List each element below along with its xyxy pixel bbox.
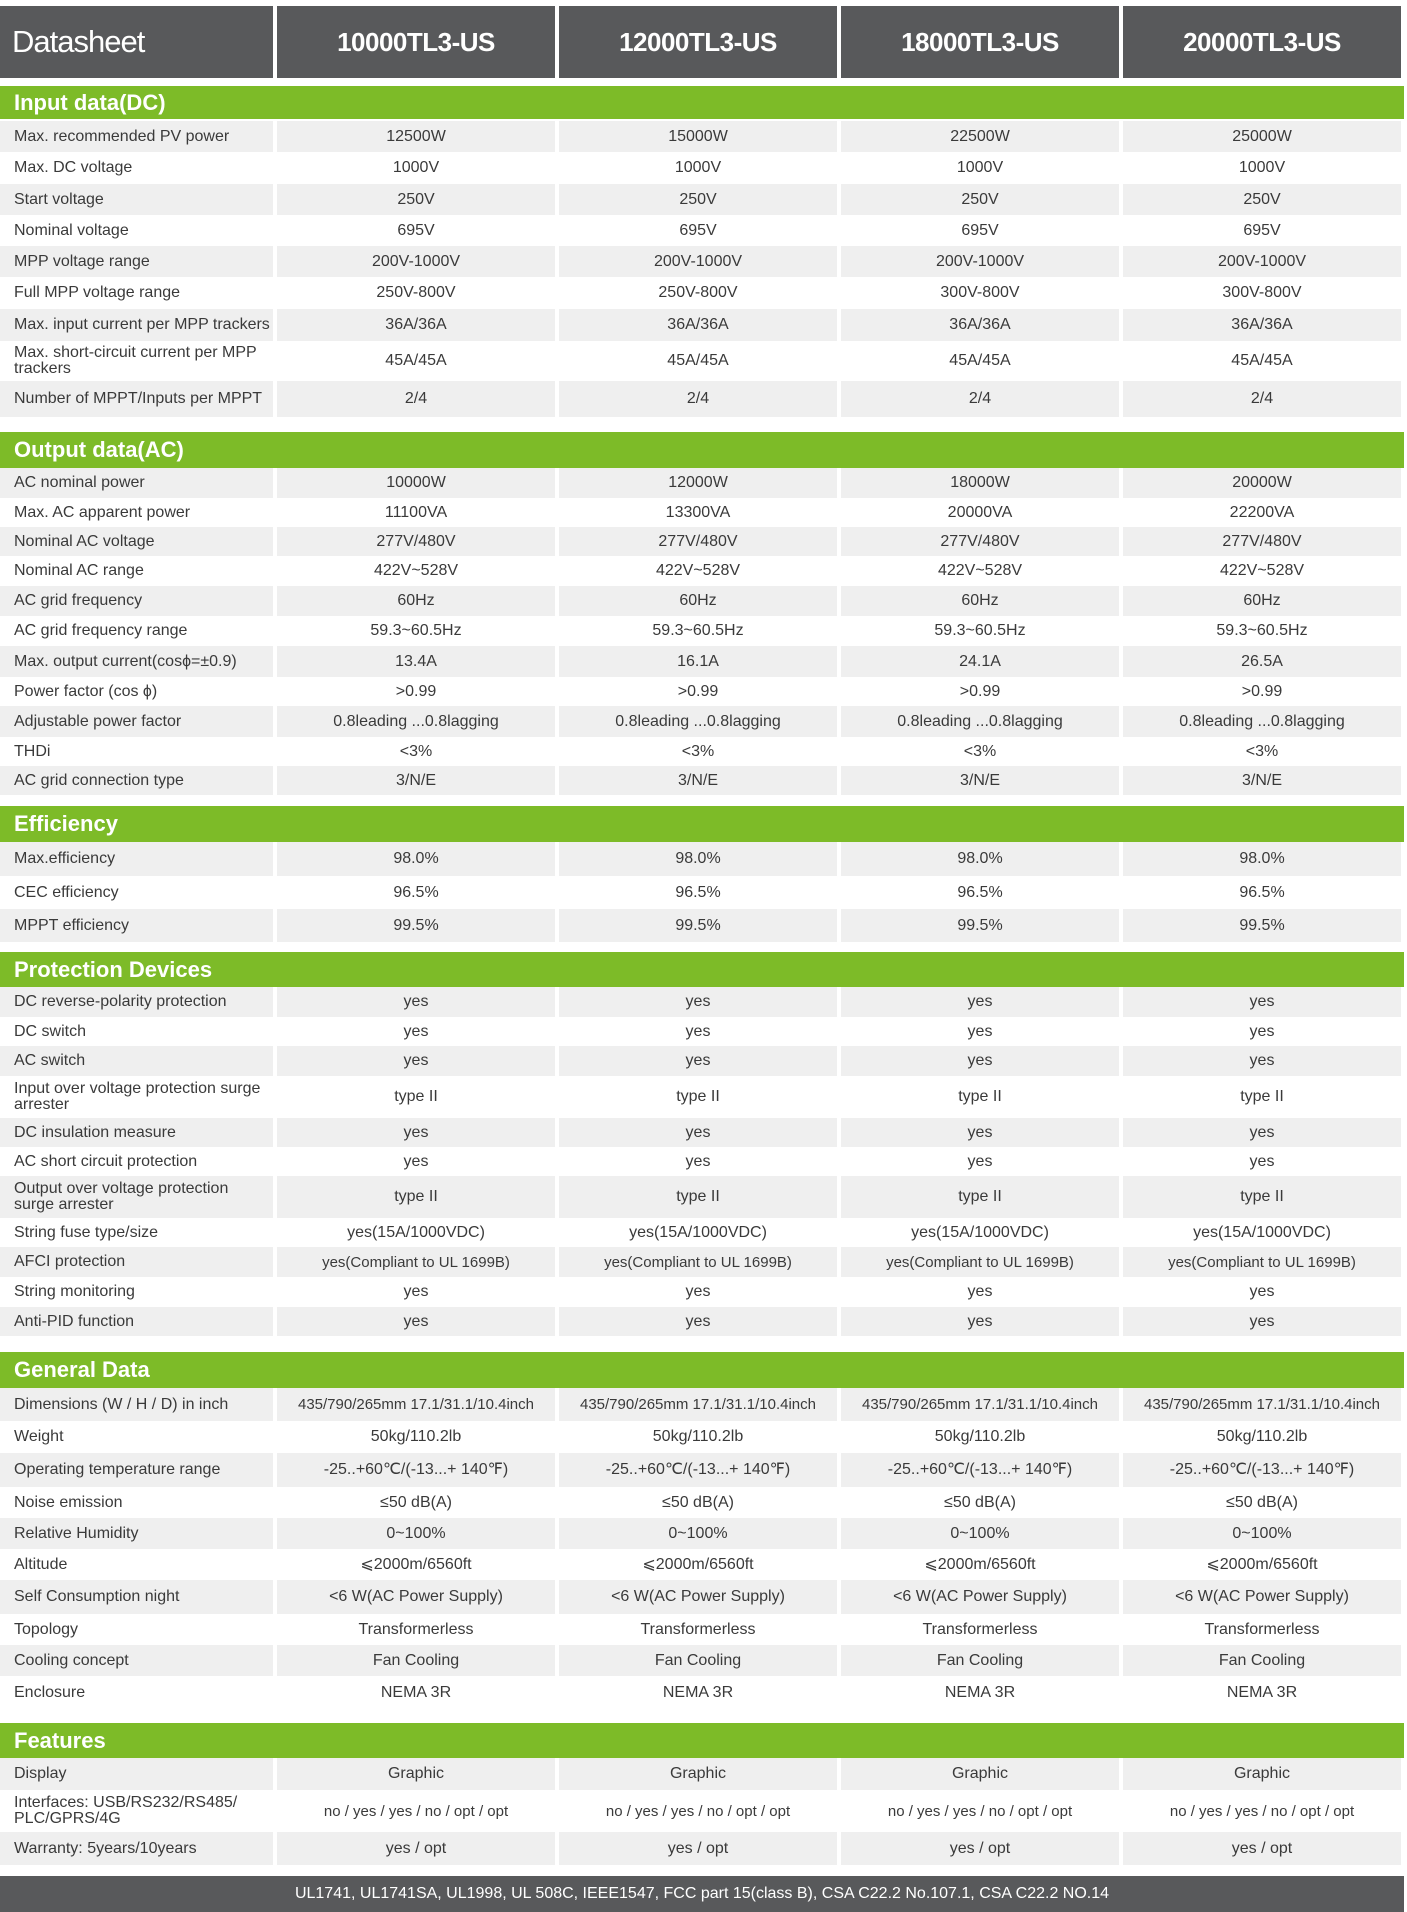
value-cell: 1000V — [841, 152, 1123, 184]
value-cell: 20000W — [1123, 468, 1405, 498]
row-label: Relative Humidity — [0, 1518, 277, 1549]
value-cell: ≤50 dB(A) — [559, 1487, 841, 1518]
value-cell: 250V-800V — [277, 277, 559, 309]
table-row — [0, 677, 1404, 706]
value-cell: 3/N/E — [841, 766, 1123, 795]
value-cell: ⩽2000m/6560ft — [1123, 1549, 1405, 1580]
value-cell: no / yes / yes / no / opt / opt — [559, 1790, 841, 1832]
value-cell: yes — [277, 987, 559, 1017]
table-row — [0, 556, 1404, 586]
row-label: DC switch — [0, 1017, 277, 1046]
value-cell: 25000W — [1123, 121, 1405, 152]
value-cell: 300V-800V — [841, 277, 1123, 309]
value-cell: 98.0% — [559, 842, 841, 876]
value-cell: <6 W(AC Power Supply) — [559, 1580, 841, 1614]
value-cell: yes — [1123, 1147, 1405, 1176]
value-cell: yes — [277, 1118, 559, 1147]
value-cell: yes(15A/1000VDC) — [841, 1218, 1123, 1247]
value-cell: 22500W — [841, 121, 1123, 152]
value-cell: Fan Cooling — [277, 1645, 559, 1676]
value-cell: NEMA 3R — [1123, 1676, 1405, 1709]
value-cell: yes / opt — [277, 1832, 559, 1865]
value-cell: 422V~528V — [1123, 556, 1405, 586]
row-label: Topology — [0, 1614, 277, 1645]
table-row — [0, 152, 1404, 184]
value-cell: yes(15A/1000VDC) — [1123, 1218, 1405, 1247]
model-header-2: 12000TL3-US — [559, 6, 841, 78]
value-cell: 1000V — [1123, 152, 1405, 184]
value-cell: 12500W — [277, 121, 559, 152]
value-cell: 0.8leading ...0.8lagging — [841, 706, 1123, 737]
table-row — [0, 246, 1404, 277]
value-cell: <3% — [1123, 737, 1405, 766]
table-row — [0, 1076, 1404, 1118]
value-cell: yes — [277, 1147, 559, 1176]
value-cell: 36A/36A — [841, 309, 1123, 341]
value-cell: yes — [1123, 987, 1405, 1017]
row-label: AC grid frequency — [0, 586, 277, 616]
value-cell: <3% — [841, 737, 1123, 766]
row-label: Max. DC voltage — [0, 152, 277, 184]
value-cell: no / yes / yes / no / opt / opt — [841, 1790, 1123, 1832]
value-cell: 12000W — [559, 468, 841, 498]
table-row — [0, 341, 1404, 381]
row-label: Max. output current(cosϕ=±0.9) — [0, 646, 277, 677]
value-cell: yes / opt — [841, 1832, 1123, 1865]
value-cell: <3% — [559, 737, 841, 766]
table-row — [0, 586, 1404, 616]
row-label: Noise emission — [0, 1487, 277, 1518]
table-row — [0, 1518, 1404, 1549]
value-cell: yes — [559, 987, 841, 1017]
value-cell: Graphic — [559, 1758, 841, 1790]
value-cell: 96.5% — [841, 876, 1123, 909]
table-row — [0, 309, 1404, 341]
row-label: Adjustable power factor — [0, 706, 277, 737]
row-label: Max.efficiency — [0, 842, 277, 876]
value-cell: Graphic — [1123, 1758, 1405, 1790]
value-cell: 98.0% — [1123, 842, 1405, 876]
table-row — [0, 1453, 1404, 1487]
table-row — [0, 766, 1404, 795]
value-cell: yes(Compliant to UL 1699B) — [1123, 1247, 1405, 1277]
value-cell: 20000VA — [841, 498, 1123, 527]
value-cell: type II — [559, 1176, 841, 1218]
value-cell: 50kg/110.2lb — [559, 1421, 841, 1453]
value-cell: Graphic — [277, 1758, 559, 1790]
value-cell: 0~100% — [559, 1518, 841, 1549]
value-cell: 0~100% — [1123, 1518, 1405, 1549]
table-row — [0, 121, 1404, 152]
value-cell: yes — [841, 1307, 1123, 1336]
value-cell: yes — [559, 1118, 841, 1147]
value-cell: 60Hz — [277, 586, 559, 616]
row-label: Nominal AC voltage — [0, 527, 277, 556]
table-row — [0, 184, 1404, 215]
table-row — [0, 468, 1404, 498]
value-cell: 59.3~60.5Hz — [841, 616, 1123, 646]
value-cell: <3% — [277, 737, 559, 766]
value-cell: 50kg/110.2lb — [841, 1421, 1123, 1453]
value-cell: -25..+60℃/(-13...+ 140℉) — [841, 1453, 1123, 1487]
table-row — [0, 1147, 1404, 1176]
value-cell: 3/N/E — [1123, 766, 1405, 795]
value-cell: 98.0% — [277, 842, 559, 876]
value-cell: 45A/45A — [277, 341, 559, 381]
value-cell: <6 W(AC Power Supply) — [1123, 1580, 1405, 1614]
value-cell: 60Hz — [1123, 586, 1405, 616]
row-label: Full MPP voltage range — [0, 277, 277, 309]
value-cell: 277V/480V — [1123, 527, 1405, 556]
value-cell: 435/790/265mm 17.1/31.1/10.4inch — [277, 1388, 559, 1421]
value-cell: 99.5% — [841, 909, 1123, 942]
value-cell: ≤50 dB(A) — [277, 1487, 559, 1518]
row-label: DC reverse-polarity protection — [0, 987, 277, 1017]
row-label: Anti-PID function — [0, 1307, 277, 1336]
value-cell: Transformerless — [277, 1614, 559, 1645]
value-cell: yes — [559, 1017, 841, 1046]
value-cell: type II — [277, 1176, 559, 1218]
value-cell: 1000V — [277, 152, 559, 184]
table-row — [0, 1549, 1404, 1580]
value-cell: 435/790/265mm 17.1/31.1/10.4inch — [1123, 1388, 1405, 1421]
value-cell: 695V — [841, 215, 1123, 246]
value-cell: 2/4 — [559, 381, 841, 417]
value-cell: 2/4 — [1123, 381, 1405, 417]
row-label: Max. input current per MPP trackers — [0, 309, 277, 341]
value-cell: 0.8leading ...0.8lagging — [559, 706, 841, 737]
row-label: Altitude — [0, 1549, 277, 1580]
value-cell: 695V — [559, 215, 841, 246]
value-cell: yes(15A/1000VDC) — [559, 1218, 841, 1247]
value-cell: 250V — [841, 184, 1123, 215]
row-label: Start voltage — [0, 184, 277, 215]
datasheet-title: Datasheet — [0, 6, 277, 78]
model-header-4: 20000TL3-US — [1123, 6, 1405, 78]
value-cell: 45A/45A — [841, 341, 1123, 381]
table-row — [0, 1676, 1404, 1709]
value-cell: 0~100% — [841, 1518, 1123, 1549]
value-cell: 435/790/265mm 17.1/31.1/10.4inch — [559, 1388, 841, 1421]
value-cell: no / yes / yes / no / opt / opt — [277, 1790, 559, 1832]
row-label: Cooling concept — [0, 1645, 277, 1676]
table-row — [0, 1017, 1404, 1046]
value-cell: 60Hz — [841, 586, 1123, 616]
value-cell: yes / opt — [1123, 1832, 1405, 1865]
row-label: AFCI protection — [0, 1247, 277, 1277]
table-row — [0, 1176, 1404, 1218]
value-cell: 13300VA — [559, 498, 841, 527]
value-cell: yes — [277, 1046, 559, 1076]
value-cell: 435/790/265mm 17.1/31.1/10.4inch — [841, 1388, 1123, 1421]
row-label: Nominal AC range — [0, 556, 277, 586]
value-cell: 15000W — [559, 121, 841, 152]
row-label: Operating temperature range — [0, 1453, 277, 1487]
row-label: AC grid connection type — [0, 766, 277, 795]
value-cell: -25..+60℃/(-13...+ 140℉) — [559, 1453, 841, 1487]
row-label: Power factor (cos ϕ) — [0, 677, 277, 706]
value-cell: 277V/480V — [277, 527, 559, 556]
value-cell: 422V~528V — [277, 556, 559, 586]
value-cell: 11100VA — [277, 498, 559, 527]
value-cell: 50kg/110.2lb — [1123, 1421, 1405, 1453]
value-cell: Transformerless — [559, 1614, 841, 1645]
value-cell: 250V — [277, 184, 559, 215]
value-cell: 0.8leading ...0.8lagging — [1123, 706, 1405, 737]
value-cell: 300V-800V — [1123, 277, 1405, 309]
table-row — [0, 646, 1404, 677]
value-cell: yes(Compliant to UL 1699B) — [559, 1247, 841, 1277]
value-cell: Fan Cooling — [841, 1645, 1123, 1676]
table-row — [0, 842, 1404, 876]
section-header: General Data — [0, 1352, 1404, 1388]
table-row — [0, 1421, 1404, 1453]
row-label: Max. AC apparent power — [0, 498, 277, 527]
model-header-3: 18000TL3-US — [841, 6, 1123, 78]
value-cell: ⩽2000m/6560ft — [559, 1549, 841, 1580]
value-cell: 99.5% — [559, 909, 841, 942]
section-header: Efficiency — [0, 806, 1404, 842]
section-header: Features — [0, 1723, 1404, 1758]
table-row — [0, 1487, 1404, 1518]
value-cell: 695V — [1123, 215, 1405, 246]
value-cell: 36A/36A — [277, 309, 559, 341]
value-cell: yes(15A/1000VDC) — [277, 1218, 559, 1247]
value-cell: type II — [559, 1076, 841, 1118]
row-label: AC nominal power — [0, 468, 277, 498]
row-label: Weight — [0, 1421, 277, 1453]
table-row — [0, 616, 1404, 646]
row-label: Nominal voltage — [0, 215, 277, 246]
value-cell: >0.99 — [559, 677, 841, 706]
value-cell: >0.99 — [841, 677, 1123, 706]
value-cell: 200V-1000V — [559, 246, 841, 277]
value-cell: NEMA 3R — [841, 1676, 1123, 1709]
value-cell: yes — [1123, 1307, 1405, 1336]
value-cell: 10000W — [277, 468, 559, 498]
table-row — [0, 1580, 1404, 1614]
value-cell: Graphic — [841, 1758, 1123, 1790]
value-cell: 45A/45A — [1123, 341, 1405, 381]
value-cell: 96.5% — [277, 876, 559, 909]
value-cell: 99.5% — [277, 909, 559, 942]
value-cell: yes — [559, 1046, 841, 1076]
value-cell: 26.5A — [1123, 646, 1405, 677]
row-label: Number of MPPT/Inputs per MPPT — [0, 381, 277, 417]
value-cell: 1000V — [559, 152, 841, 184]
value-cell: yes / opt — [559, 1832, 841, 1865]
value-cell: type II — [841, 1076, 1123, 1118]
table-row — [0, 215, 1404, 246]
value-cell: 2/4 — [277, 381, 559, 417]
value-cell: -25..+60℃/(-13...+ 140℉) — [277, 1453, 559, 1487]
table-row — [0, 1388, 1404, 1421]
value-cell: 99.5% — [1123, 909, 1405, 942]
value-cell: 277V/480V — [841, 527, 1123, 556]
table-row — [0, 1046, 1404, 1076]
value-cell: 60Hz — [559, 586, 841, 616]
table-row — [0, 737, 1404, 766]
value-cell: 59.3~60.5Hz — [559, 616, 841, 646]
value-cell: 3/N/E — [559, 766, 841, 795]
row-label: MPP voltage range — [0, 246, 277, 277]
row-label: Interfaces: USB/RS232/RS485/ PLC/GPRS/4G — [0, 1790, 277, 1832]
table-row — [0, 1277, 1404, 1307]
value-cell: <6 W(AC Power Supply) — [841, 1580, 1123, 1614]
value-cell: yes — [277, 1277, 559, 1307]
value-cell: NEMA 3R — [277, 1676, 559, 1709]
value-cell: 277V/480V — [559, 527, 841, 556]
value-cell: yes — [559, 1277, 841, 1307]
value-cell: 36A/36A — [1123, 309, 1405, 341]
row-label: Self Consumption night — [0, 1580, 277, 1614]
value-cell: 422V~528V — [841, 556, 1123, 586]
value-cell: NEMA 3R — [559, 1676, 841, 1709]
row-label: Display — [0, 1758, 277, 1790]
value-cell: 45A/45A — [559, 341, 841, 381]
value-cell: -25..+60℃/(-13...+ 140℉) — [1123, 1453, 1405, 1487]
table-row — [0, 1218, 1404, 1247]
table-row — [0, 1247, 1404, 1277]
value-cell: yes — [559, 1147, 841, 1176]
value-cell: type II — [1123, 1176, 1405, 1218]
model-header-1: 10000TL3-US — [277, 6, 559, 78]
value-cell: ≤50 dB(A) — [841, 1487, 1123, 1518]
value-cell: 3/N/E — [277, 766, 559, 795]
value-cell: yes — [841, 1147, 1123, 1176]
value-cell: type II — [1123, 1076, 1405, 1118]
table-row — [0, 1614, 1404, 1645]
value-cell: ⩽2000m/6560ft — [277, 1549, 559, 1580]
value-cell: yes(Compliant to UL 1699B) — [277, 1247, 559, 1277]
row-label: AC grid frequency range — [0, 616, 277, 646]
table-row — [0, 498, 1404, 527]
table-row — [0, 1645, 1404, 1676]
row-label: Output over voltage protection surge arrester — [0, 1176, 277, 1218]
value-cell: 0.8leading ...0.8lagging — [277, 706, 559, 737]
table-row — [0, 277, 1404, 309]
row-label: Dimensions (W / H / D) in inch — [0, 1388, 277, 1421]
value-cell: 200V-1000V — [1123, 246, 1405, 277]
table-row — [0, 1790, 1404, 1832]
table-row — [0, 1832, 1404, 1865]
section-header: Protection Devices — [0, 952, 1404, 987]
value-cell: ≤50 dB(A) — [1123, 1487, 1405, 1518]
value-cell: yes(Compliant to UL 1699B) — [841, 1247, 1123, 1277]
value-cell: 59.3~60.5Hz — [1123, 616, 1405, 646]
value-cell: 13.4A — [277, 646, 559, 677]
value-cell: >0.99 — [277, 677, 559, 706]
value-cell: 59.3~60.5Hz — [277, 616, 559, 646]
value-cell: 250V — [1123, 184, 1405, 215]
row-label: Warranty: 5years/10years — [0, 1832, 277, 1865]
table-row — [0, 1758, 1404, 1790]
row-label: AC switch — [0, 1046, 277, 1076]
value-cell: yes — [1123, 1017, 1405, 1046]
value-cell: yes — [841, 1017, 1123, 1046]
value-cell: 16.1A — [559, 646, 841, 677]
value-cell: 22200VA — [1123, 498, 1405, 527]
value-cell: 250V — [559, 184, 841, 215]
value-cell: yes — [1123, 1118, 1405, 1147]
value-cell: yes — [841, 1118, 1123, 1147]
row-label: AC short circuit protection — [0, 1147, 277, 1176]
value-cell: Transformerless — [1123, 1614, 1405, 1645]
table-row — [0, 527, 1404, 556]
row-label: Max. recommended PV power — [0, 121, 277, 152]
row-label: Input over voltage protection surge arrester — [0, 1076, 277, 1118]
value-cell: 24.1A — [841, 646, 1123, 677]
table-row — [0, 1307, 1404, 1336]
value-cell: 422V~528V — [559, 556, 841, 586]
value-cell: yes — [841, 987, 1123, 1017]
value-cell: Fan Cooling — [1123, 1645, 1405, 1676]
value-cell: 96.5% — [1123, 876, 1405, 909]
row-label: CEC efficiency — [0, 876, 277, 909]
value-cell: 36A/36A — [559, 309, 841, 341]
value-cell: ⩽2000m/6560ft — [841, 1549, 1123, 1580]
row-label: THDi — [0, 737, 277, 766]
value-cell: yes — [1123, 1277, 1405, 1307]
value-cell: 250V-800V — [559, 277, 841, 309]
value-cell: yes — [841, 1277, 1123, 1307]
value-cell: yes — [559, 1307, 841, 1336]
value-cell: yes — [277, 1307, 559, 1336]
table-row — [0, 987, 1404, 1017]
section-header: Output data(AC) — [0, 432, 1404, 468]
value-cell: 695V — [277, 215, 559, 246]
value-cell: <6 W(AC Power Supply) — [277, 1580, 559, 1614]
value-cell: 18000W — [841, 468, 1123, 498]
row-label: String fuse type/size — [0, 1218, 277, 1247]
value-cell: 2/4 — [841, 381, 1123, 417]
row-label: String monitoring — [0, 1277, 277, 1307]
table-row — [0, 706, 1404, 737]
value-cell: 96.5% — [559, 876, 841, 909]
header-row — [0, 6, 1404, 78]
row-label: Max. short-circuit current per MPP trackers — [0, 341, 277, 381]
value-cell: 200V-1000V — [277, 246, 559, 277]
row-label: DC insulation measure — [0, 1118, 277, 1147]
value-cell: no / yes / yes / no / opt / opt — [1123, 1790, 1405, 1832]
table-row — [0, 909, 1404, 942]
table-row — [0, 876, 1404, 909]
value-cell: Transformerless — [841, 1614, 1123, 1645]
value-cell: yes — [841, 1046, 1123, 1076]
value-cell: 98.0% — [841, 842, 1123, 876]
value-cell: type II — [277, 1076, 559, 1118]
value-cell: 0~100% — [277, 1518, 559, 1549]
value-cell: 200V-1000V — [841, 246, 1123, 277]
section-header: Input data(DC) — [0, 86, 1404, 119]
value-cell: yes — [277, 1017, 559, 1046]
table-row — [0, 1118, 1404, 1147]
row-label: MPPT efficiency — [0, 909, 277, 942]
value-cell: type II — [841, 1176, 1123, 1218]
value-cell: Fan Cooling — [559, 1645, 841, 1676]
certifications-footer: UL1741, UL1741SA, UL1998, UL 508C, IEEE1547, FCC part 15(class B), CSA C22.2 No.107.1, CSA C22.2 NO.14 — [0, 1876, 1404, 1912]
table-row — [0, 381, 1404, 417]
value-cell: >0.99 — [1123, 677, 1405, 706]
value-cell: yes — [1123, 1046, 1405, 1076]
row-label: Enclosure — [0, 1676, 277, 1709]
value-cell: 50kg/110.2lb — [277, 1421, 559, 1453]
